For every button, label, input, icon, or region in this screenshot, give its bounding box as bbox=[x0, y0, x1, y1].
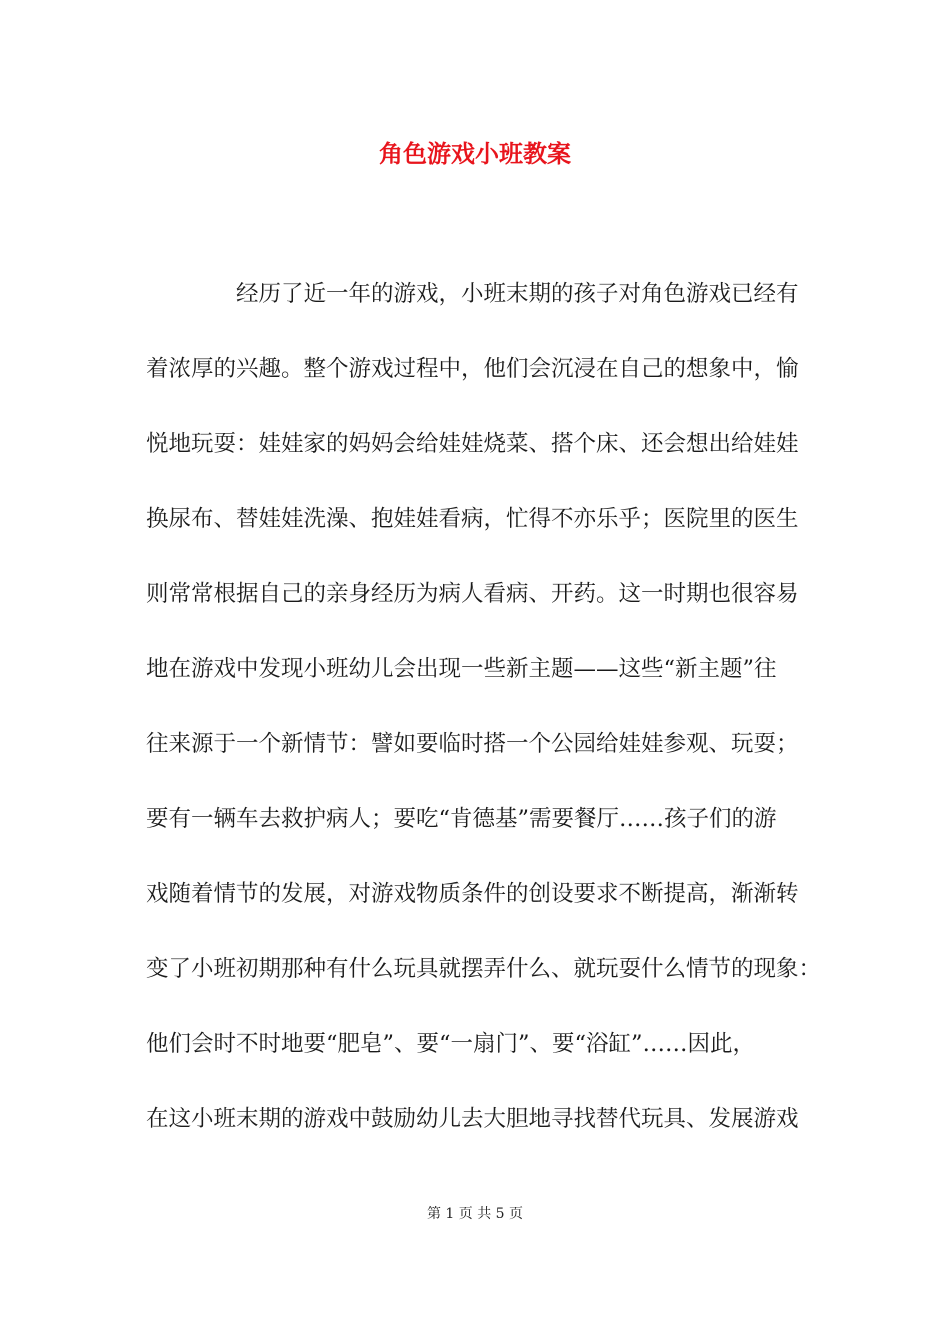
document-body bbox=[146, 272, 822, 1172]
paragraph-line: 往来源于一个新情节：譬如要临时搭一个公园给娃娃参观、玩耍； bbox=[146, 731, 799, 757]
paragraph-line: 悦地玩耍：娃娃家的妈妈会给娃娃烧菜、搭个床、还会想出给娃娃 bbox=[146, 431, 799, 457]
paragraph-line: 变了小班初期那种有什么玩具就摆弄什么、就玩耍什么情节的现象： bbox=[146, 956, 822, 982]
paragraph-line: 地在游戏中发现小班幼儿会出现一些新主题——这些“新主题”往 bbox=[146, 656, 777, 682]
paragraph-line: 在这小班末期的游戏中鼓励幼儿去大胆地寻找替代玩具、发展游戏 bbox=[146, 1106, 799, 1132]
paragraph-line: 则常常根据自己的亲身经历为病人看病、开药。这一时期也很容易 bbox=[146, 581, 799, 607]
page-number-footer: 第 1 页 共 5 页 bbox=[426, 1206, 524, 1222]
document-title: 角色游戏小班教案 bbox=[379, 140, 571, 168]
paragraph-line: 他们会时不时地要“肥皂”、要“一扇门”、要“浴缸”……因此， bbox=[146, 1031, 756, 1057]
paragraph-line: 经历了近一年的游戏，小班末期的孩子对角色游戏已经有 bbox=[236, 281, 799, 307]
paragraph-line: 要有一辆车去救护病人；要吃“肯德基”需要餐厅……孩子们的游 bbox=[146, 806, 777, 832]
paragraph-line: 换尿布、替娃娃洗澡、抱娃娃看病，忙得不亦乐乎；医院里的医生 bbox=[146, 506, 799, 532]
paragraph-line: 戏随着情节的发展，对游戏物质条件的创设要求不断提高，渐渐转 bbox=[146, 881, 799, 907]
paragraph-line: 着浓厚的兴趣。整个游戏过程中，他们会沉浸在自己的想象中，愉 bbox=[146, 356, 799, 382]
